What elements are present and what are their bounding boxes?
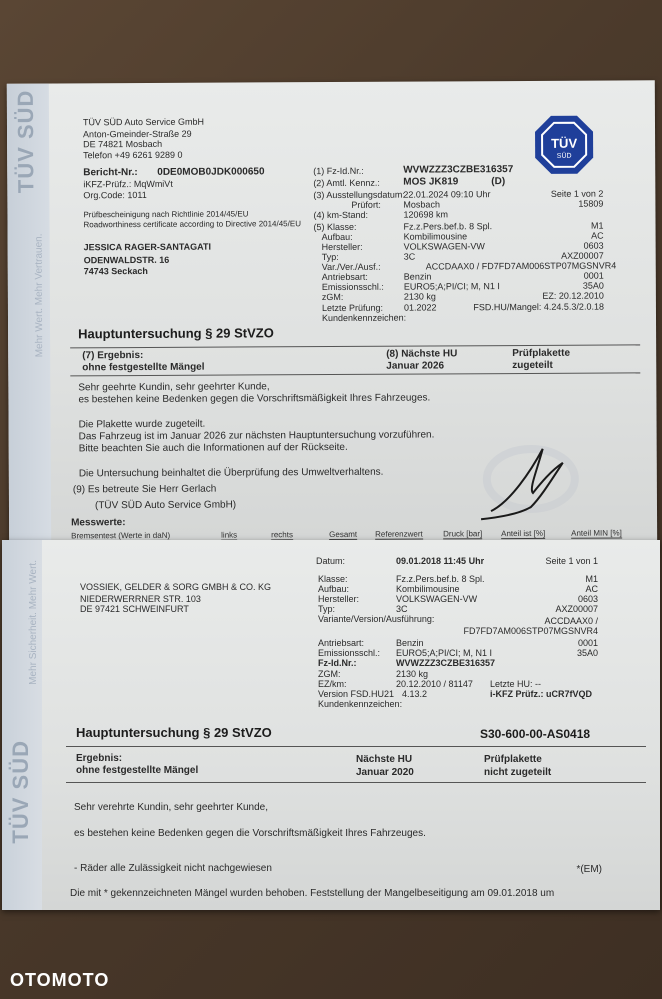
side-brand: TÜV SÜD [12,89,39,194]
field-value: ACCDAAX0 / FD7FD7AM006STP07MGSNVR4 [425,260,617,272]
field-value: MOS JK819 [403,176,459,188]
field-value: VOLKSWAGEN-VW [403,241,485,252]
org-code: Org.Code: 1011 [83,189,147,201]
plate-label: Prüfplakette [484,754,542,765]
page-number: Seite 1 von 1 [545,556,598,566]
table-col: Druck [bar] [443,529,483,539]
field-extra: 35A0 [582,280,604,291]
date-label: Datum: [316,556,346,566]
field-label: Letzte Prüfung: [321,302,384,314]
cert-de: Prüfbescheinigung nach Richtlinie 2014/45/EU [83,209,249,220]
measure-label: Messwerte: [71,517,126,529]
field-extra: EZ: 20.12.2010 [542,290,604,301]
field-label: Emissionsschl.: [321,281,384,293]
field-value: Fz.z.Pers.bef.b. 8 Spl. [403,221,493,232]
field-value: Mosbach [403,199,440,210]
field-label: Aufbau: [318,584,350,594]
issuer-name: TÜV SÜD Auto Service GmbH [82,116,205,128]
issuer-phone: Telefon +49 6261 9289 0 [83,149,183,161]
field-label: (3) Ausstellungsdatum: [313,189,405,201]
plate-value: nicht zugeteilt [484,767,552,778]
table-col: Gesamt [329,529,358,540]
field-extra: AXZ00007 [561,250,604,261]
field-extra: AXZ00007 [555,604,598,614]
text-line: Die mit * gekennzeichneten Mängel wurden behoben. Feststellung der Mangelbeseitigung am 09.01.2018 um [70,888,555,899]
owner-name: JESSICA RAGER-SANTAGATI [83,241,211,253]
field-label: (2) Amtl. Kennz.: [313,177,380,189]
issuer-street: Anton-Gmeinder-Straße 29 [83,128,192,140]
table-col: Referenzwert [375,529,423,539]
text-line: Das Fahrzeug ist im Januar 2026 zur nächsten Hauptuntersuchung vorzuführen. [78,429,435,443]
field-label: Variante/Version/Ausführung: [318,614,435,624]
result-value: ohne festgestellte Mängel [76,765,199,776]
field-label: Typ: [318,604,336,614]
text-line: Sehr geehrte Kundin, sehr geehrter Kunde, [78,381,270,394]
watermark-logo: OTOMOTO [10,970,110,990]
field-value: 01.2022 [403,302,437,313]
table-col: Anteil MIN [%] [571,528,622,538]
logo-text: TÜV [551,135,578,151]
text-line: (TÜV SÜD Auto Service GmbH) [94,499,237,512]
field-extra: 15809 [578,198,604,209]
field-extra: (D) [491,176,506,188]
field-extra: AC [591,230,604,241]
side-band [2,540,42,910]
field-label: Aufbau: [321,231,353,243]
result-value: ohne festgestellte Mängel [82,361,205,374]
field-label: Hersteller: [318,594,360,604]
field-label: Antriebsart: [321,271,368,283]
field-value: 3C [403,251,416,262]
field-label: Kundenkennzeichen: [318,699,403,709]
side-band [7,83,51,553]
next-hu-value: Januar 2020 [356,767,414,778]
field-extra: 0001 [583,270,604,281]
text-line: (9) Es betreute Sie Herr Gerlach [72,483,217,496]
field-label: zGM: [321,291,344,303]
table-col: links [221,530,238,540]
divider [66,746,646,747]
cert-en: Roadworthiness certificate according to Directive 2014/45/EU [83,219,301,230]
text-line: Die Plakette wurde zugeteilt. [78,418,206,431]
tuv-logo-icon [533,114,595,176]
field-extra: 0603 [583,240,604,251]
field-label: ZGM: [318,669,341,679]
field-value: Kombilimousine [396,584,460,594]
field-extra: 0603 [577,594,598,604]
field-label: Hersteller: [321,241,363,253]
side-brand: TÜV SÜD [8,740,33,844]
field-extra: FD7FD7AM006STP07MGSNVR4 [463,626,598,636]
report-label: Bericht-Nr.: [83,167,138,179]
field-extra: FSD.HU/Mangel: 4.24.5.3/2.0.18 [473,301,604,313]
text-line: es bestehen keine Bedenken gegen die Vorschriftsmäßigkeit Ihres Fahrzeuges. [74,828,426,839]
text-line: Die Untersuchung beinhaltet die Überprüfung des Umweltverhaltens. [78,466,384,480]
field-label: Typ: [321,251,339,263]
next-hu-label: Nächste HU [356,754,413,765]
field-value: Benzin [403,271,432,282]
field-extra: 0001 [577,638,598,648]
report-code: S30-600-00-AS0418 [480,727,591,741]
owner-street: ODENWALDSTR. 16 [83,254,170,266]
text-line: Sehr verehrte Kundin, sehr geehrter Kunde, [74,802,269,813]
field-value: WVWZZZ3CZBE316357 [396,658,496,668]
field-extra: AC [585,584,598,594]
text-line: Bitte beachten Sie auch die Informationen auf der Rückseite. [78,441,348,455]
divider [66,782,646,783]
side-claim: Mehr Sicherheit. Mehr Wert. [28,560,39,685]
issuer-street: NIEDERWERRNER STR. 103 [80,594,201,604]
field-value: 4.13.2 [402,689,428,699]
issuer-city: DE 97421 SCHWEINFURT [80,604,189,614]
field-value: 120698 km [403,209,449,220]
ikfz-code: iKFZ-Prüfz.: MqWmiVt [83,178,173,190]
field-label: Var./Ver./Ausf.: [321,261,381,273]
field-value: EURO5;A;PI/CI; M, N1 I [396,648,493,658]
field-label: Emissionsschl.: [318,648,381,658]
side-claim: Mehr Wert. Mehr Vertrauen. [33,233,46,358]
field-value: EURO5;A;PI/CI; M, N1 I [403,281,500,292]
field-value: 3C [396,604,408,614]
field-value: WVWZZZ3CZBE316357 [403,164,514,176]
field-extra: 35A0 [576,648,598,658]
em-marker: *(EM) [576,864,602,875]
page-title: Hauptuntersuchung § 29 StVZO [78,325,274,342]
field-value: Fz.z.Pers.bef.b. 8 Spl. [396,574,485,584]
field-label: Fz-Id.Nr.: [318,658,357,668]
plate-value: zugeteilt [512,359,553,372]
inspection-report-2018 [2,540,660,910]
result-label: (7) Ergebnis: [82,349,144,362]
field-label: (1) Fz-Id.Nr.: [313,165,364,177]
logo-sub: SÜD [556,152,572,160]
next-hu-label: (8) Nächste HU [386,348,458,360]
field-value: Kombilimousine [403,231,468,242]
field-label: (4) km-Stand: [313,209,369,221]
field-extra: Seite 1 von 2 [550,188,604,199]
issuer-name: VOSSIEK, GELDER & SORG GMBH & CO. KG [80,582,272,592]
field-label: Prüfort: [351,199,381,210]
field-label: (5) Klasse: [313,221,357,233]
field-label: EZ/km: [318,679,347,689]
date-value: 09.01.2018 11:45 Uhr [396,556,485,566]
plate-label: Prüfplakette [512,347,571,360]
owner-city: 74743 Seckach [83,265,148,277]
table-col: Anteil ist [%] [501,528,546,539]
table-col: Bremsentest (Werte in daN) [71,530,171,541]
report-number: 0DE0MOB0JDK000650 [157,166,265,178]
text-line: es bestehen keine Bedenken gegen die Vorschriftsmäßigkeit Ihres Fahrzeuges. [78,392,431,406]
signature-icon [471,441,591,522]
field-value: VOLKSWAGEN-VW [396,594,478,604]
field-value: 2130 kg [403,291,436,302]
field-value: Benzin [396,638,424,648]
field-extra: i-KFZ Prüfz.: uCR7fVQD [490,689,592,699]
field-value: 20.12.2010 / 81147 [396,679,473,689]
next-hu-value: Januar 2026 [386,360,445,372]
table-col: rechts [271,530,293,540]
text-line: - Räder alle Zulässigkeit nicht nachgewiesen [74,863,272,874]
field-label: Kundenkennzeichen: [321,312,407,324]
field-label: Klasse: [318,574,348,584]
field-extra: Letzte HU: -- [490,679,542,689]
inspection-report-2024 [7,80,657,553]
field-extra: M1 [585,574,598,584]
field-extra: M1 [590,220,604,231]
field-value: 22.01.2024 09:10 Uhr [403,189,491,200]
field-label: Antriebsart: [318,638,365,648]
issuer-city: DE 74821 Mosbach [83,138,163,150]
field-value: 2130 kg [396,669,429,679]
field-label: Version FSD.HU21 [318,689,395,699]
page-title: Hauptuntersuchung § 29 StVZO [76,725,272,740]
result-label: Ergebnis: [76,753,123,764]
field-extra: ACCDAAX0 / [544,616,598,626]
